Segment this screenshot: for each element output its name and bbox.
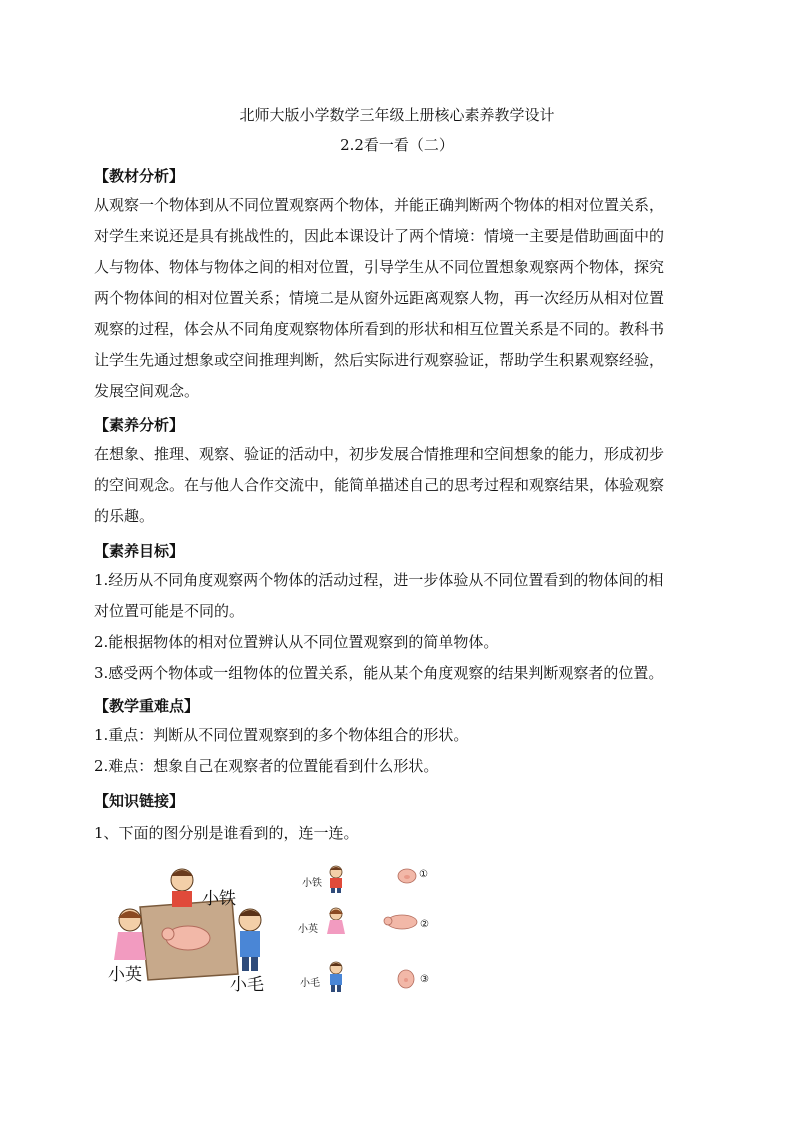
pig-view-icon bbox=[380, 912, 420, 932]
text-line: 从观察一个物体到从不同位置观察两个物体，并能正确判断两个物体的相对位置关系， bbox=[94, 196, 665, 214]
heading-knowledge-link: 【知识链接】 bbox=[94, 792, 185, 810]
label-xiaotie: 小铁 bbox=[202, 889, 236, 909]
heading-literacy-goals: 【素养目标】 bbox=[94, 542, 185, 560]
scene-illustration bbox=[100, 862, 280, 995]
text-line: 的空间观念。在与他人合作交流中，能简单描述自己的思考过程和观察结果，体验观察 bbox=[94, 476, 665, 494]
heading-literacy-analysis: 【素养分析】 bbox=[94, 416, 185, 434]
list-item: 3.感受两个物体或一组物体的位置关系，能从某个角度观察的结果判断观察者的位置。 bbox=[94, 664, 664, 682]
child-mao-icon bbox=[324, 960, 348, 994]
child-tie-icon bbox=[324, 864, 348, 894]
child-ying-icon bbox=[324, 906, 348, 938]
option-number: ① bbox=[419, 869, 428, 880]
label-xiaomao: 小毛 bbox=[230, 975, 264, 995]
text-line: 人与物体、物体与物体之间的相对位置，引导学生从不同位置想象观察两个物体，探究 bbox=[94, 258, 665, 276]
text-line: 发展空间观念。 bbox=[94, 382, 200, 400]
heading-material-analysis: 【教材分析】 bbox=[94, 167, 185, 185]
option-number: ③ bbox=[420, 974, 429, 985]
list-item: 1.重点：判断从不同位置观察到的多个物体组合的形状。 bbox=[94, 726, 469, 744]
text-line: 的乐趣。 bbox=[94, 507, 155, 525]
heading-key-points: 【教学重难点】 bbox=[94, 697, 200, 715]
list-item: 1.经历从不同角度观察两个物体的活动过程，进一步体验从不同位置看到的物体间的相 bbox=[94, 571, 664, 589]
boy-tie-body bbox=[172, 891, 192, 907]
material-analysis-text bbox=[94, 190, 714, 407]
girl-ying-dress bbox=[114, 932, 146, 960]
document-title: 北师大版小学数学三年级上册核心素养教学设计 bbox=[239, 106, 555, 124]
literacy-goals-list bbox=[94, 565, 714, 689]
text-line: 两个物体间的相对位置关系；情境二是从窗外远距离观察人物，再一次经历从相对位置 bbox=[94, 289, 665, 307]
boy-mao-body bbox=[240, 931, 260, 957]
text-line: 在想象、推理、观察、验证的活动中，初步发展合情推理和空间想象的能力，形成初步 bbox=[94, 445, 665, 463]
text-line: 对学生来说还是具有挑战性的，因此本课设计了两个情境：情境一主要是借助画面中的 bbox=[94, 227, 665, 245]
row-name: 小铁 bbox=[302, 878, 322, 889]
row-name: 小英 bbox=[298, 924, 318, 935]
key-points-list bbox=[94, 720, 714, 782]
label-xiaoying: 小英 bbox=[108, 965, 142, 985]
lesson-title: 2.2看一看（二） bbox=[340, 136, 454, 154]
literacy-analysis-text bbox=[94, 439, 714, 532]
list-item: 2.难点：想象自己在观察者的位置能看到什么形状。 bbox=[94, 757, 439, 775]
pig-view-icon bbox=[396, 968, 416, 990]
question-text: 1、下面的图分别是谁看到的，连一连。 bbox=[94, 824, 359, 842]
row-name: 小毛 bbox=[300, 978, 320, 989]
text-line: 让学生先通过想象或空间推理判断，然后实际进行观察验证，帮助学生积累观察经验， bbox=[94, 351, 665, 369]
list-item: 对位置可能是不同的。 bbox=[94, 602, 245, 620]
list-item: 2.能根据物体的相对位置辨认从不同位置观察到的简单物体。 bbox=[94, 633, 499, 651]
text-line: 观察的过程，体会从不同角度观察物体所看到的形状和相互位置关系是不同的。教科书 bbox=[94, 320, 665, 338]
option-number: ② bbox=[420, 919, 429, 930]
pig-view-icon bbox=[396, 866, 418, 886]
